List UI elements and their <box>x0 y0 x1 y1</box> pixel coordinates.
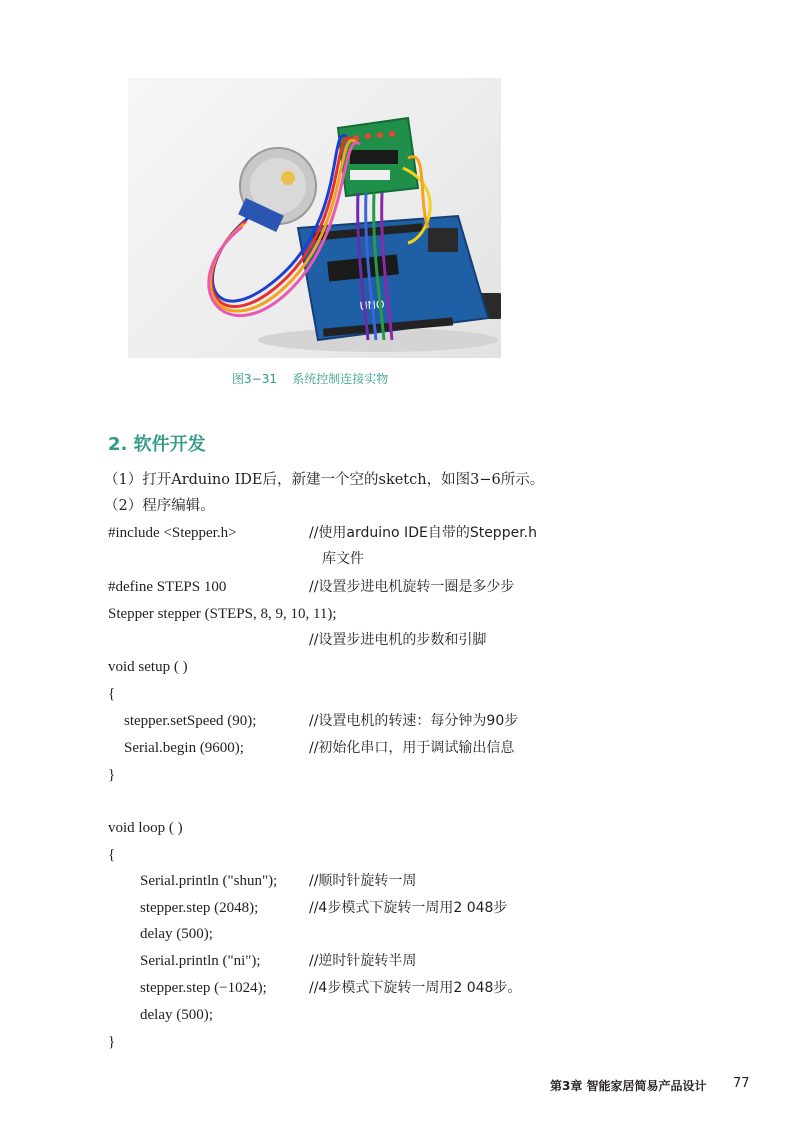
code-stepper-decl: Stepper stepper (STEPS, 8, 9, 10, 11); <box>108 606 337 622</box>
driver-chip <box>350 150 398 164</box>
code-stepper-comment: //设置步进电机的步数和引脚 <box>309 632 487 648</box>
code-set-speed-comment: //设置电机的转速：每分钟为90步 <box>309 713 519 729</box>
code-step-neg: stepper.step (−1024); <box>140 980 267 996</box>
code-include-comment: //使用arduino IDE自带的Stepper.h <box>309 525 537 541</box>
code-set-speed: stepper.setSpeed (90); <box>124 713 257 729</box>
code-brace-close: } <box>108 767 116 783</box>
step-2: （2）程序编辑。 <box>104 498 215 514</box>
code-define-comment: //设置步进电机旋转一圈是多少步 <box>309 579 515 595</box>
code-loop-brace-open: { <box>108 847 116 863</box>
board-logo: UNO <box>359 297 386 313</box>
code-delay-1: delay (500); <box>140 926 213 942</box>
figure-photo <box>128 78 501 358</box>
code-define: #define STEPS 100 <box>108 579 227 595</box>
code-loop-sig: void loop ( ) <box>108 820 183 836</box>
code-step-2048-comment: //4步模式下旋转一周用2 048步 <box>309 900 508 916</box>
led-2 <box>365 133 371 139</box>
code-serial-begin-comment: //初始化串口，用于调试输出信息 <box>309 740 515 756</box>
code-println-shun: Serial.println ("shun"); <box>140 873 278 889</box>
code-step-2048: stepper.step (2048); <box>140 900 259 916</box>
driver-connector <box>350 170 390 180</box>
code-brace-open: { <box>108 686 116 702</box>
led-3 <box>377 132 383 138</box>
figure-caption: 图3−31 系统控制连接实物 <box>232 372 389 386</box>
code-delay-2: delay (500); <box>140 1007 213 1023</box>
code-println-shun-comment: //顺时针旋转一周 <box>309 873 417 889</box>
code-step-neg-comment: //4步模式下旋转一周用2 048步。 <box>309 980 522 996</box>
led-4 <box>389 131 395 137</box>
code-println-ni: Serial.println ("ni"); <box>140 953 261 969</box>
code-include: #include <Stepper.h> <box>108 525 237 541</box>
motor-shaft <box>281 171 295 185</box>
code-loop-brace-close: } <box>108 1034 116 1050</box>
stepper-arduino-photo <box>128 78 501 358</box>
section-title: 2. 软件开发 <box>108 434 206 455</box>
step-1: （1）打开Arduino IDE后，新建一个空的sketch，如图3−6所示。 <box>104 472 545 488</box>
code-println-ni-comment: //逆时针旋转半周 <box>309 953 417 969</box>
code-setup-sig: void setup ( ) <box>108 659 188 675</box>
code-serial-begin: Serial.begin (9600); <box>124 740 244 756</box>
code-include-comment-cont: 库文件 <box>322 551 364 567</box>
power-jack <box>428 228 458 252</box>
chapter-footer: 第3章 智能家居简易产品设计 <box>550 1079 707 1093</box>
page-number: 77 <box>733 1076 750 1091</box>
